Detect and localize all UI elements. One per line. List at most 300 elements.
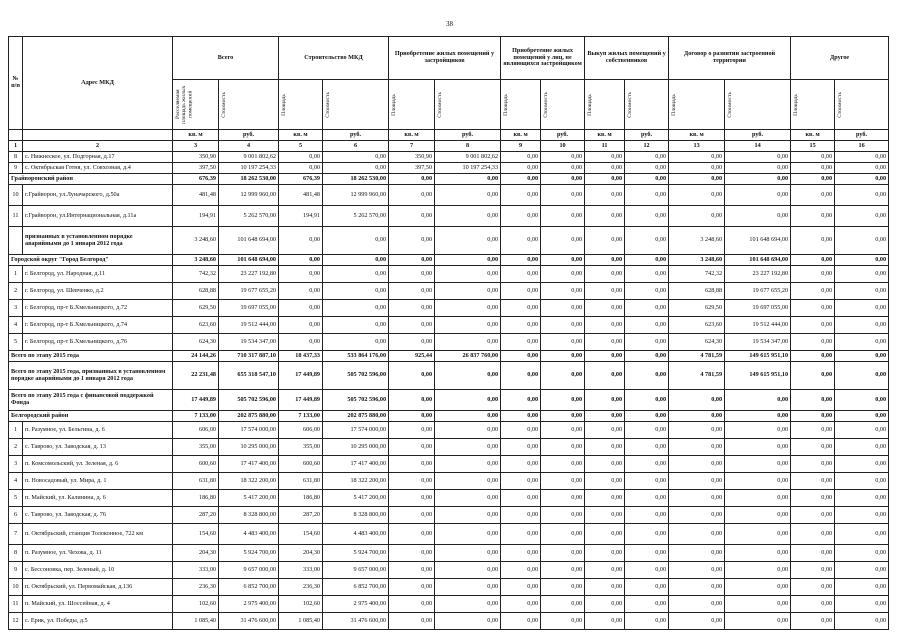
value-cell: 0,00 [501,579,541,596]
group-label: Городской округ "Город Белгород" [9,255,173,266]
value-cell: 149 615 951,10 [725,351,791,362]
value-cell: 0,00 [669,596,725,613]
value-cell: 0,00 [585,473,625,490]
value-cell: 0,00 [585,390,625,411]
value-cell: 0,00 [323,334,389,351]
value-cell: 0,00 [501,163,541,174]
value-cell: 19 534 347,00 [725,334,791,351]
column-number: 16 [835,141,889,152]
value-cell: 0,00 [791,334,835,351]
value-cell: 0,00 [501,490,541,507]
value-cell: 0,00 [791,227,835,255]
value-cell: 0,00 [389,390,435,411]
table-row [9,579,889,596]
value-cell: 0,00 [835,283,889,300]
value-cell: 0,00 [279,227,323,255]
value-cell: 0,00 [625,490,669,507]
value-cell: 0,00 [625,362,669,390]
subheader-area: Площадь [671,93,678,116]
address-cell: с. Таврово, ул. Заводская, д. 76 [23,507,173,524]
value-cell: 9 001 802,62 [435,152,501,163]
value-cell: 0,00 [389,507,435,524]
value-cell: 0,00 [501,283,541,300]
value-cell: 0,00 [725,185,791,206]
value-cell: 0,00 [279,152,323,163]
value-cell: 287,20 [173,507,219,524]
value-cell: 3 248,60 [669,255,725,266]
address-cell: с. Таврово, ул. Заводская, д. 13 [23,439,173,456]
value-cell: 0,00 [389,317,435,334]
row-number: 10 [9,579,23,596]
value-cell: 0,00 [389,456,435,473]
value-cell: 505 702 596,00 [323,390,389,411]
value-cell: 0,00 [389,613,435,630]
value-cell: 17 417 400,00 [323,456,389,473]
value-cell: 0,00 [625,334,669,351]
value-cell: 202 875 880,00 [219,411,279,422]
value-cell: 0,00 [541,596,585,613]
value-cell: 0,00 [541,613,585,630]
value-cell: 0,00 [501,300,541,317]
value-cell: 9 657 000,00 [323,562,389,579]
value-cell: 0,00 [435,562,501,579]
value-cell: 0,00 [791,439,835,456]
value-cell: 0,00 [791,174,835,185]
address-cell: г. Белгород, пр-т Б.Хмельницкого, д.76 [23,334,173,351]
unit-blank [23,130,173,141]
value-cell: 0,00 [625,613,669,630]
value-cell: 12 999 960,00 [323,185,389,206]
table-row [9,283,889,300]
value-cell: 0,00 [725,152,791,163]
value-cell: 5 262 570,00 [219,206,279,227]
value-cell: 0,00 [725,545,791,562]
value-cell: 0,00 [585,317,625,334]
value-cell: 0,00 [835,300,889,317]
value-cell: 0,00 [541,266,585,283]
value-cell: 6 852 700,00 [219,579,279,596]
value-cell: 0,00 [791,351,835,362]
table-row [9,185,889,206]
value-cell: 0,00 [541,255,585,266]
column-number: 3 [173,141,219,152]
value-cell: 0,00 [835,351,889,362]
value-cell: 0,00 [791,300,835,317]
value-cell: 18 322 200,00 [323,473,389,490]
value-cell: 1 085,40 [173,613,219,630]
header-group-development-agreement: Договор о развитии застроенной территории [669,37,791,80]
table-row [9,266,889,283]
value-cell: 236,30 [279,579,323,596]
value-cell: 101 648 694,00 [725,255,791,266]
value-cell: 0,00 [585,422,625,439]
column-number: 11 [585,141,625,152]
table-row [9,596,889,613]
value-cell: 0,00 [835,596,889,613]
value-cell: 0,00 [669,473,725,490]
value-cell: 0,00 [435,390,501,411]
value-cell: 0,00 [625,163,669,174]
value-cell: 0,00 [435,185,501,206]
value-cell: 26 837 760,00 [435,351,501,362]
value-cell: 0,00 [389,174,435,185]
value-cell: 0,00 [835,317,889,334]
header-group-buyout: Выкуп жилых помещений у собственников [585,37,669,80]
value-cell: 0,00 [835,206,889,227]
address-cell: г. Белгород, пр-т Б.Хмельницкого, д.74 [23,317,173,334]
group-label: Всего по этапу 2015 года, признанных в установленном порядке аварийными до 1 января 2012 года [9,362,173,390]
value-cell: 0,00 [585,152,625,163]
value-cell: 5 417 200,00 [219,490,279,507]
value-cell: 676,39 [279,174,323,185]
value-cell: 0,00 [541,456,585,473]
address-cell: г.Грайворон, ул.Интернациональная, д.11а [23,206,173,227]
value-cell: 0,00 [389,334,435,351]
row-number: 10 [9,185,23,206]
address-cell: п. Майский, ул. Калинина, д. 6 [23,490,173,507]
address-cell: п. Октябрьский, станция Толоконное, 722 км [23,524,173,545]
value-cell: 0,00 [791,390,835,411]
group-row [9,255,889,266]
value-cell: 0,00 [501,317,541,334]
value-cell: 481,48 [279,185,323,206]
unit-cell: кв. м [279,130,323,141]
value-cell: 0,00 [835,227,889,255]
value-cell: 0,00 [791,283,835,300]
value-cell: 0,00 [389,562,435,579]
value-cell: 0,00 [585,283,625,300]
row-number: 5 [9,334,23,351]
value-cell: 0,00 [669,422,725,439]
value-cell: 0,00 [279,163,323,174]
unit-cell: кв. м [173,130,219,141]
subheader-area: Площадь [391,93,398,116]
value-cell: 186,80 [173,490,219,507]
subheader-cost: Стоимость [543,91,550,118]
value-cell: 0,00 [669,507,725,524]
value-cell: 0,00 [501,596,541,613]
value-cell: 742,32 [173,266,219,283]
value-cell: 0,00 [835,562,889,579]
value-cell: 0,00 [501,439,541,456]
table-row [9,334,889,351]
value-cell: 0,00 [791,422,835,439]
value-cell: 1 085,40 [279,613,323,630]
value-cell: 0,00 [585,206,625,227]
value-cell: 0,00 [725,456,791,473]
value-cell: 0,00 [725,613,791,630]
value-cell: 0,00 [725,507,791,524]
value-cell: 0,00 [791,317,835,334]
value-cell: 0,00 [501,411,541,422]
value-cell: 186,80 [279,490,323,507]
value-cell: 0,00 [501,334,541,351]
value-cell: 0,00 [669,579,725,596]
row-number: 8 [9,545,23,562]
value-cell: 19 697 055,00 [219,300,279,317]
value-cell: 0,00 [585,163,625,174]
value-cell: 101 648 694,00 [219,227,279,255]
column-number: 6 [323,141,389,152]
value-cell: 0,00 [279,283,323,300]
value-cell: 0,00 [725,473,791,490]
value-cell: 0,00 [791,473,835,490]
value-cell: 9 001 802,62 [219,152,279,163]
value-cell: 19 534 347,00 [219,334,279,351]
value-cell: 4 781,59 [669,351,725,362]
value-cell: 925,44 [389,351,435,362]
value-cell: 0,00 [323,300,389,317]
value-cell: 0,00 [279,334,323,351]
value-cell: 0,00 [435,596,501,613]
value-cell: 0,00 [501,456,541,473]
value-cell: 0,00 [323,152,389,163]
value-cell: 0,00 [501,422,541,439]
column-number: 13 [669,141,725,152]
value-cell: 0,00 [625,317,669,334]
page-number: 38 [446,20,453,28]
value-cell: 0,00 [541,163,585,174]
value-cell: 0,00 [585,185,625,206]
value-cell: 7 133,00 [173,411,219,422]
value-cell: 0,00 [725,490,791,507]
value-cell: 0,00 [835,422,889,439]
address-cell: п. Новосадовый, ул. Мира, д. 1 [23,473,173,490]
table-row [9,163,889,174]
value-cell: 0,00 [625,174,669,185]
value-cell: 287,20 [279,507,323,524]
value-cell: 0,00 [835,579,889,596]
value-cell: 0,00 [389,300,435,317]
value-cell: 0,00 [585,174,625,185]
table-row [9,613,889,630]
value-cell: 0,00 [541,490,585,507]
row-number: 2 [9,283,23,300]
address-cell: с. Нижнеское, ул. Подгорная, д.17 [23,152,173,163]
value-cell: 0,00 [791,490,835,507]
value-cell: 0,00 [625,562,669,579]
value-cell: 149 615 951,10 [725,362,791,390]
value-cell: 0,00 [625,439,669,456]
value-cell: 0,00 [279,300,323,317]
value-cell: 19 697 055,00 [725,300,791,317]
value-cell: 0,00 [389,579,435,596]
table-row [9,562,889,579]
value-cell: 0,00 [669,439,725,456]
value-cell: 5 924 700,00 [323,545,389,562]
column-number: 10 [541,141,585,152]
value-cell: 0,00 [585,362,625,390]
value-cell: 0,00 [835,255,889,266]
row-number: 12 [9,613,23,630]
value-cell: 0,00 [725,524,791,545]
value-cell: 0,00 [389,524,435,545]
row-number: 9 [9,163,23,174]
value-cell: 0,00 [625,545,669,562]
value-cell: 8 328 800,00 [323,507,389,524]
value-cell: 0,00 [323,163,389,174]
value-cell: 0,00 [791,613,835,630]
value-cell: 0,00 [725,422,791,439]
value-cell: 0,00 [323,255,389,266]
value-cell: 10 197 254,33 [219,163,279,174]
value-cell: 0,00 [669,562,725,579]
value-cell: 204,30 [173,545,219,562]
value-cell: 0,00 [435,411,501,422]
unit-blank [9,130,23,141]
value-cell: 0,00 [585,334,625,351]
value-cell: 0,00 [389,283,435,300]
group-row [9,390,889,411]
address-cell: г. Белгород, пр-т Б.Хмельницкого, д.72 [23,300,173,317]
value-cell: 0,00 [501,613,541,630]
value-cell: 5 262 570,00 [323,206,389,227]
value-cell: 0,00 [585,351,625,362]
value-cell: 0,00 [669,456,725,473]
value-cell: 17 449,89 [279,390,323,411]
value-cell: 0,00 [835,473,889,490]
value-cell: 0,00 [435,206,501,227]
value-cell: 0,00 [501,362,541,390]
row-number: 4 [9,317,23,334]
unit-cell: руб. [625,130,669,141]
column-number: 14 [725,141,791,152]
group-row [9,362,889,390]
value-cell: 0,00 [669,524,725,545]
value-cell: 0,00 [585,456,625,473]
value-cell: 0,00 [835,439,889,456]
value-cell: 0,00 [625,185,669,206]
value-cell: 4 781,59 [669,362,725,390]
value-cell: 0,00 [835,507,889,524]
value-cell: 0,00 [501,390,541,411]
value-cell: 17 449,89 [173,390,219,411]
value-cell: 18 322 200,00 [219,473,279,490]
value-cell: 236,30 [173,579,219,596]
value-cell: 0,00 [625,227,669,255]
value-cell: 0,00 [389,206,435,227]
value-cell: 628,88 [173,283,219,300]
value-cell: 0,00 [625,390,669,411]
value-cell: 0,00 [541,283,585,300]
value-cell: 0,00 [669,411,725,422]
value-cell: 0,00 [791,545,835,562]
value-cell: 3 248,60 [173,227,219,255]
value-cell: 0,00 [501,524,541,545]
value-cell: 600,60 [173,456,219,473]
row-number: 3 [9,300,23,317]
unit-cell: кв. м [501,130,541,141]
column-number: 12 [625,141,669,152]
value-cell: 31 476 600,00 [219,613,279,630]
value-cell: 17 449,89 [279,362,323,390]
value-cell: 0,00 [585,439,625,456]
value-cell: 0,00 [435,422,501,439]
value-cell: 0,00 [541,562,585,579]
unit-cell: кв. м [585,130,625,141]
value-cell: 10 295 000,00 [323,439,389,456]
value-cell: 194,91 [173,206,219,227]
value-cell: 0,00 [585,227,625,255]
subheader-cost: Стоимость [727,91,734,118]
header-number: № п/п [9,37,23,130]
value-cell: 0,00 [669,390,725,411]
value-cell: 0,00 [435,613,501,630]
value-cell: 0,00 [541,473,585,490]
unit-cell: кв. м [389,130,435,141]
value-cell: 101 648 694,00 [219,255,279,266]
header-group-developers: Приобретение жилых помещений у застройщиков [389,37,501,80]
column-number: 9 [501,141,541,152]
column-number: 8 [435,141,501,152]
value-cell: 0,00 [625,283,669,300]
value-cell: 0,00 [541,227,585,255]
value-cell: 0,00 [323,317,389,334]
group-label: Грайворонский район [9,174,173,185]
value-cell: 0,00 [435,579,501,596]
group-row [9,411,889,422]
value-cell: 333,00 [279,562,323,579]
row-number: 9 [9,562,23,579]
header-group-construction: Строительство МКД [279,37,389,80]
value-cell: 0,00 [435,362,501,390]
value-cell: 624,30 [669,334,725,351]
value-cell: 0,00 [835,334,889,351]
header-group-non-developers: Приобретение жилых помещений у лиц, не являющихся застройщиком [501,37,585,80]
value-cell: 0,00 [541,579,585,596]
value-cell: 0,00 [625,422,669,439]
value-cell: 3 248,60 [669,227,725,255]
value-cell: 0,00 [585,266,625,283]
header-group-total: Всего [173,37,279,80]
value-cell: 397,50 [389,163,435,174]
address-cell: г. Белгород, ул. Народная, д.11 [23,266,173,283]
value-cell: 0,00 [669,163,725,174]
value-cell: 102,60 [173,596,219,613]
address-cell: г. Белгород, ул. Шевченко, д.2 [23,283,173,300]
value-cell: 0,00 [541,422,585,439]
value-cell: 0,00 [625,206,669,227]
subheader-cost: Стоимость [437,91,444,118]
value-cell: 628,88 [669,283,725,300]
value-cell: 0,00 [585,579,625,596]
value-cell: 23 227 192,80 [725,266,791,283]
value-cell: 481,48 [173,185,219,206]
value-cell: 676,39 [173,174,219,185]
subheader-area: Площадь [503,93,510,116]
value-cell: 0,00 [323,266,389,283]
value-cell: 0,00 [791,185,835,206]
subheader-total-area: Расселяемая площадь жилых помещений [175,85,194,124]
value-cell: 8 328 800,00 [219,507,279,524]
row-number: 1 [9,266,23,283]
table-row [9,300,889,317]
table-row [9,152,889,163]
value-cell: 0,00 [435,490,501,507]
table-row [9,545,889,562]
address-cell: с. Ерик, ул. Победы, д.5 [23,613,173,630]
value-cell: 0,00 [389,422,435,439]
value-cell: 19 512 444,00 [219,317,279,334]
table-row [9,439,889,456]
value-cell: 0,00 [435,524,501,545]
value-cell: 0,00 [541,206,585,227]
value-cell: 0,00 [541,390,585,411]
value-cell: 0,00 [625,266,669,283]
value-cell: 0,00 [791,255,835,266]
value-cell: 0,00 [501,562,541,579]
table-row [9,227,889,255]
